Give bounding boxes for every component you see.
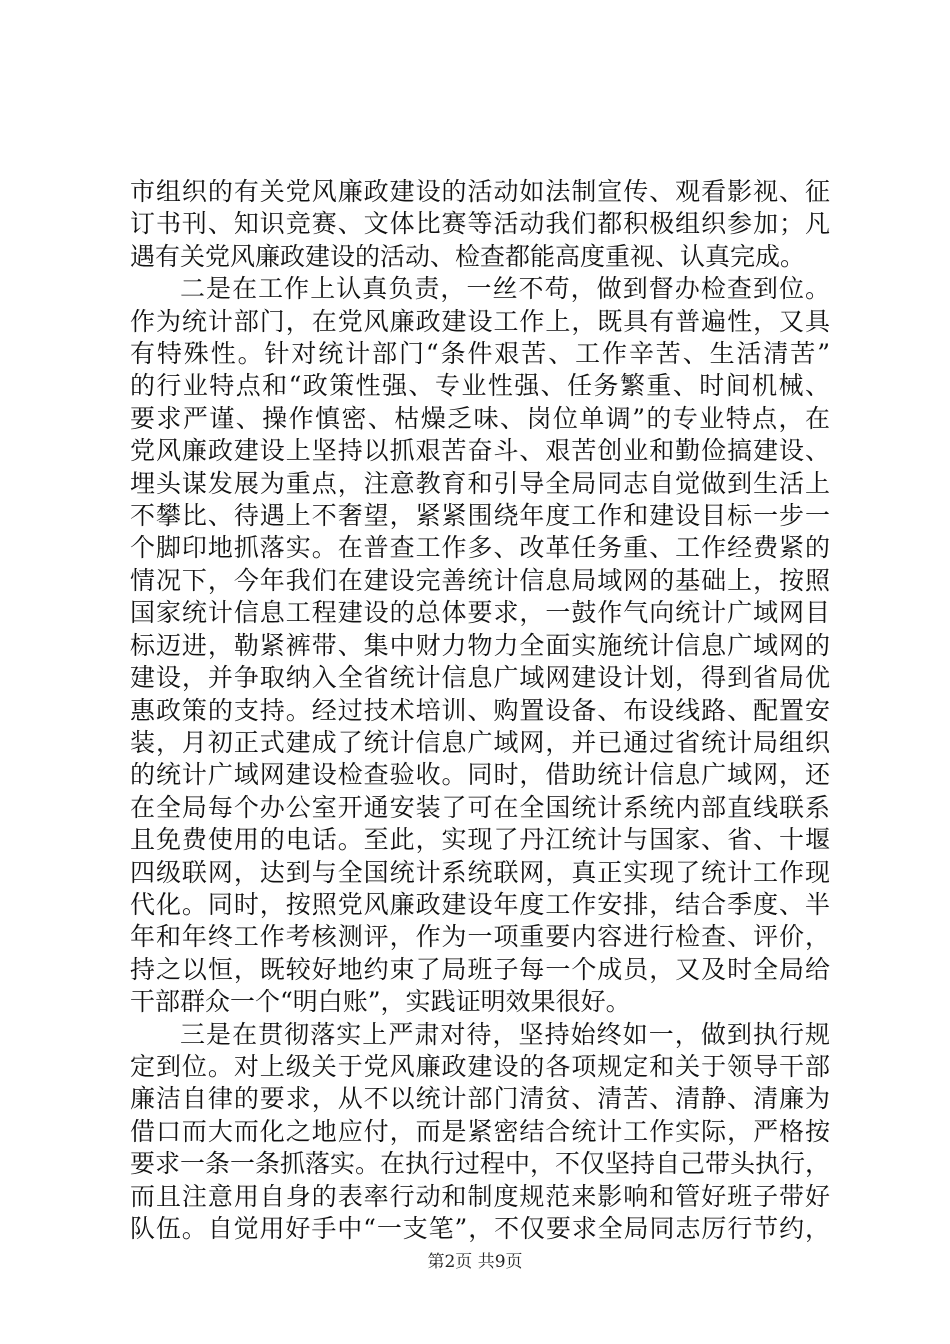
paragraph-line: 代化。同时，按照党风廉政建设年度工作安排，结合季度、半 xyxy=(130,889,830,919)
paragraph-line: 在全局每个办公室开通安装了可在全国统计系统内部直线联系 xyxy=(130,792,830,822)
paragraph-line: 而且注意用自身的表率行动和制度规范来影响和管好班子带好 xyxy=(130,1181,830,1211)
paragraph-line: 借口而大而化之地应付，而是紧密结合统计工作实际，严格按 xyxy=(130,1116,830,1146)
paragraph-line: 持之以恒，既较好地约束了局班子每一个成员，又及时全局给 xyxy=(130,954,830,984)
paragraph-line: 个脚印地抓落实。在普查工作多、改革任务重、工作经费紧的 xyxy=(130,533,830,563)
paragraph-line: 埋头谋发展为重点，注意教育和引导全局同志自觉做到生活上 xyxy=(130,468,830,498)
paragraph-line: 国家统计信息工程建设的总体要求，一鼓作气向统计广域网目 xyxy=(130,598,830,628)
paragraph-line: 且免费使用的电话。至此，实现了丹江统计与国家、省、十堰 xyxy=(130,825,830,855)
paragraph-line: 定到位。对上级关于党风廉政建设的各项规定和关于领导干部 xyxy=(130,1051,830,1081)
paragraph-line: 的统计广域网建设检查验收。同时，借助统计信息广域网，还 xyxy=(130,760,830,790)
paragraph-line: 干部群众一个“明白账”，实践证明效果很好。 xyxy=(130,987,631,1017)
paragraph-line: 情况下，今年我们在建设完善统计信息局域网的基础上，按照 xyxy=(130,565,830,595)
paragraph-line: 市组织的有关党风廉政建设的活动如法制宣传、观看影视、征 xyxy=(130,177,830,206)
page-number-footer: 第2页 共9页 xyxy=(427,1252,523,1272)
paragraph-line: 的行业特点和“政策性强、专业性强、任务繁重、时间机械、 xyxy=(130,371,830,401)
paragraph-line: 廉洁自律的要求，从不以统计部门清贫、清苦、清静、清廉为 xyxy=(130,1084,830,1114)
paragraph-line: 遇有关党风廉政建设的活动、检查都能高度重视、认真完成。 xyxy=(130,241,806,271)
paragraph-line: 作为统计部门，在党风廉政建设工作上，既具有普遍性，又具 xyxy=(130,306,830,336)
paragraph-line: 标迈进，勒紧裤带、集中财力物力全面实施统计信息广域网的 xyxy=(130,630,830,660)
paragraph-line: 惠政策的支持。经过技术培训、购置设备、布设线路、配置安 xyxy=(130,695,830,725)
paragraph-line: 二是在工作上认真负责，一丝不苟，做到督办检查到位。 xyxy=(180,274,830,304)
document-body xyxy=(130,176,830,1245)
paragraph-line: 装，月初正式建成了统计信息广域网，并已通过省统计局组织 xyxy=(130,727,830,757)
paragraph-line: 年和年终工作考核测评，作为一项重要内容进行检查、评价， xyxy=(130,922,830,952)
paragraph-line: 队伍。自觉用好手中“一支笔”，不仅要求全局同志厉行节约， xyxy=(130,1214,830,1243)
paragraph-line: 三是在贯彻落实上严肃对待，坚持始终如一，做到执行规 xyxy=(180,1019,830,1049)
paragraph-line: 要求严谨、操作慎密、枯燥乏味、岗位单调”的专业特点，在 xyxy=(130,403,830,433)
paragraph-line: 订书刊、知识竞赛、文体比赛等活动我们都积极组织参加；凡 xyxy=(130,209,830,239)
paragraph-line: 不攀比、待遇上不奢望，紧紧围绕年度工作和建设目标一步一 xyxy=(130,501,830,531)
paragraph-line: 有特殊性。针对统计部门“条件艰苦、工作辛苦、生活清苦” xyxy=(130,339,830,369)
paragraph-line: 党风廉政建设上坚持以抓艰苦奋斗、艰苦创业和勤俭搞建设、 xyxy=(130,436,830,466)
paragraph-line: 四级联网，达到与全国统计系统联网，真正实现了统计工作现 xyxy=(130,857,830,887)
paragraph-line: 建设，并争取纳入全省统计信息广域网建设计划，得到省局优 xyxy=(130,663,830,693)
paragraph-line: 要求一条一条抓落实。在执行过程中，不仅坚持自己带头执行， xyxy=(130,1149,831,1179)
